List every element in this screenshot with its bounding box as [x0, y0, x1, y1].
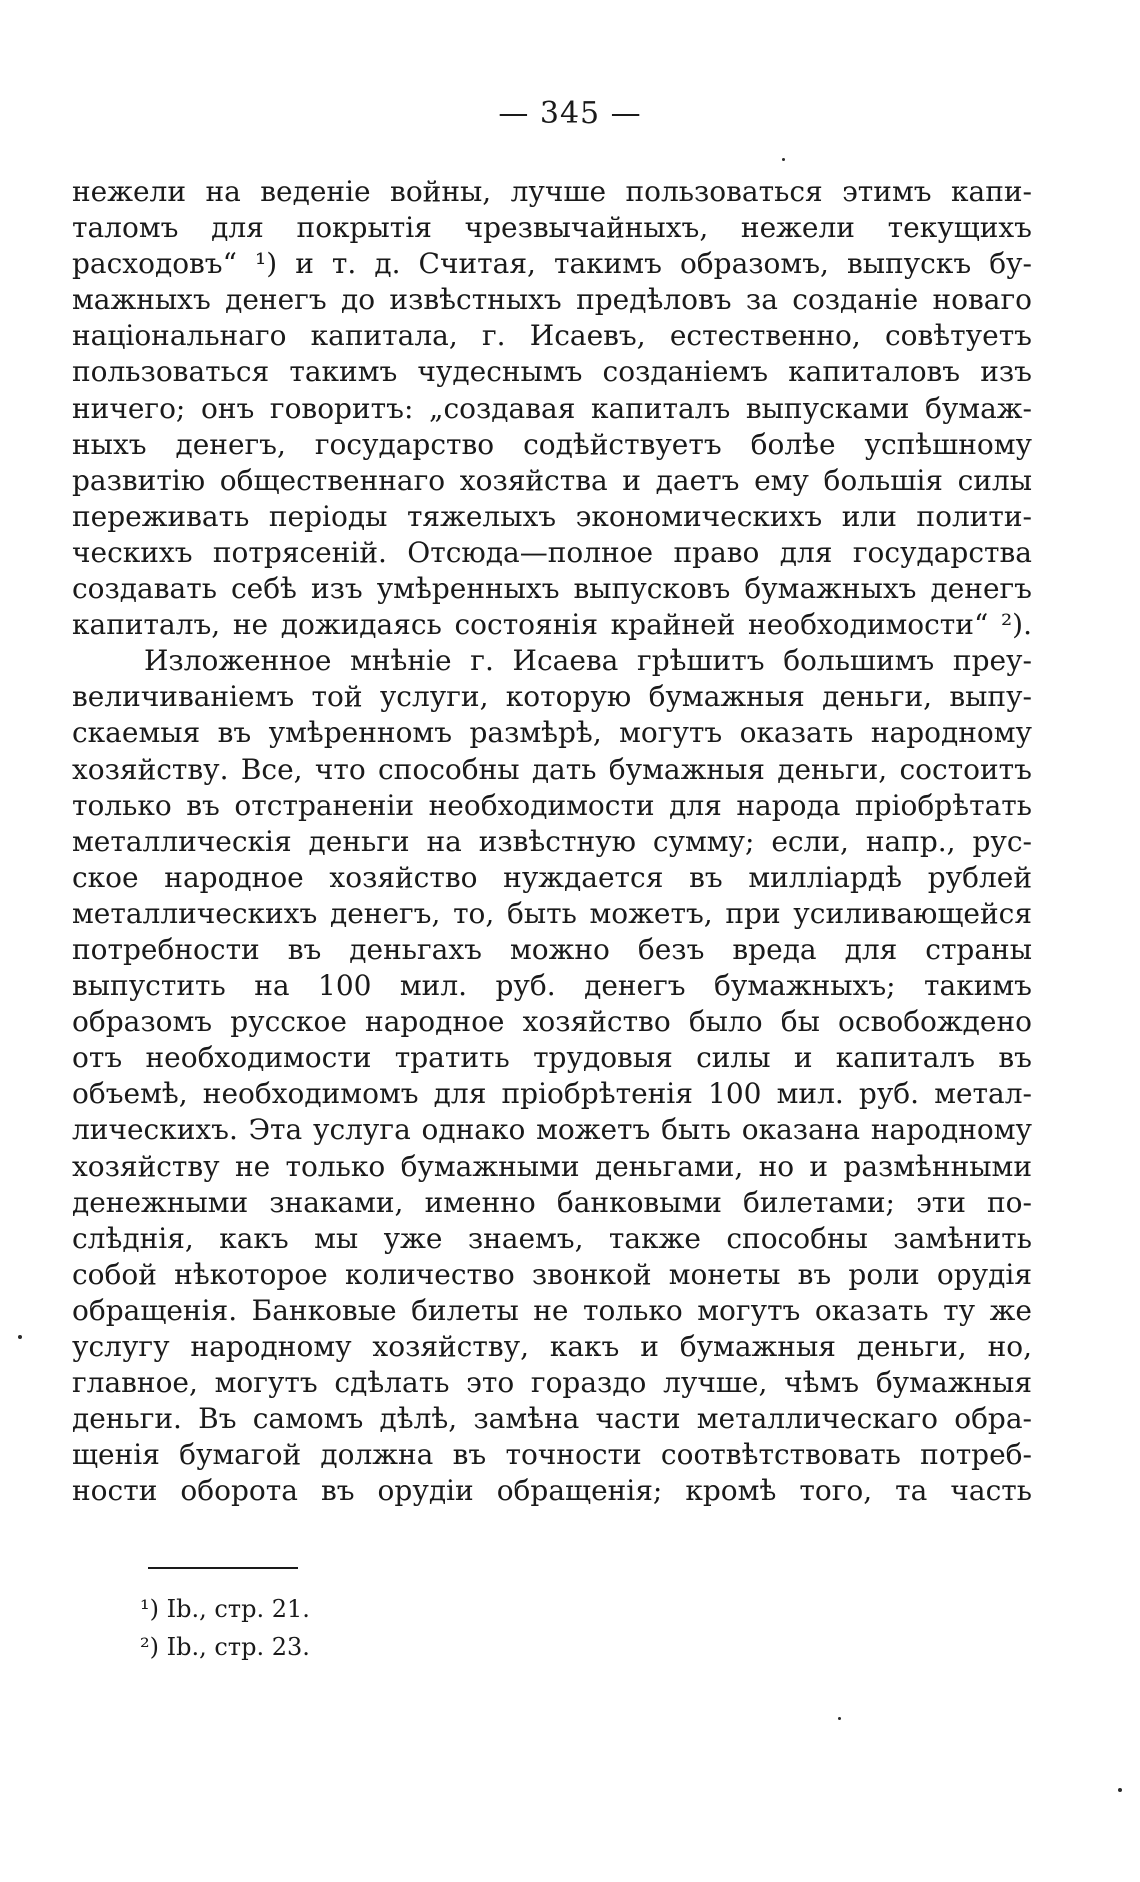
scan-speck — [838, 1717, 841, 1720]
text-line: слѣднія, какъ мы уже знаемъ, также способны замѣнить — [72, 1221, 1032, 1255]
text-line: скаемыя въ умѣренномъ размѣрѣ, могутъ оказать народному — [72, 716, 1032, 750]
text-line: обращенія. Банковые билеты не только могутъ оказать ту же — [72, 1293, 1032, 1327]
text-line: капиталъ, не дожидаясь состоянія крайней необходимости“ ²). — [72, 608, 1032, 642]
text-line: деньги. Въ самомъ дѣлѣ, замѣна части металлическаго обра- — [72, 1402, 1032, 1436]
text-line: ское народное хозяйство нуждается въ милліардѣ рублей — [72, 860, 1032, 894]
text-line: объемѣ, необходимомъ для пріобрѣтенія 100 мил. руб. метал- — [72, 1077, 1032, 1111]
text-line: услугу народному хозяйству, какъ и бумажныя деньги, но, — [72, 1330, 1032, 1363]
text-line: ныхъ денегъ, государство содѣйствуетъ болѣе успѣшному — [72, 427, 1032, 461]
footnote — [140, 1628, 310, 1666]
text-line: лическихъ. Эта услуга однако можетъ быть оказана народному — [72, 1113, 1032, 1147]
text-line: только въ отстраненіи необходимости для народа пріобрѣтать — [72, 788, 1032, 822]
text-line: переживать періоды тяжелыхъ экономическихъ или полити- — [72, 499, 1032, 533]
text-line: создавать себѣ изъ умѣренныхъ выпусковъ бумажныхъ денегъ — [72, 572, 1032, 606]
text-line: ческихъ потрясеній. Отсюда—полное право для государства — [72, 535, 1032, 569]
text-line: Изложенное мнѣніе г. Исаева грѣшитъ большимъ преу- — [144, 644, 1032, 678]
text-line: величиваніемъ той услуги, которую бумажныя деньги, выпу- — [72, 680, 1032, 714]
text-line: національнаго капитала, г. Исаевъ, естественно, совѣтуетъ — [72, 319, 1032, 353]
footnote-marker: ²) — [140, 1633, 159, 1661]
text-line: щенія бумагой должна въ точности соотвѣтствовать потреб- — [72, 1438, 1032, 1472]
text-line: денежными знаками, именно банковыми билетами; эти по- — [72, 1185, 1032, 1219]
footnote-text: Ib., стр. 23. — [166, 1633, 310, 1661]
footnotes — [140, 1590, 310, 1666]
scan-speck — [782, 158, 785, 161]
scan-speck — [18, 1335, 22, 1339]
page-number: — 345 — — [498, 96, 642, 131]
text-line: собой нѣкоторое количество звонкой монеты въ роли орудія — [72, 1257, 1032, 1291]
text-line: ности оборота въ орудіи обращенія; кромѣ того, та часть — [72, 1474, 1032, 1508]
text-line: развитію общественнаго хозяйства и даетъ ему большія силы — [72, 463, 1032, 497]
text-line: металлическихъ денегъ, то, быть можетъ, при усиливающейся — [72, 896, 1032, 930]
footnote-divider — [148, 1567, 298, 1569]
footnote-marker: ¹) — [140, 1595, 159, 1623]
text-line: металлическія деньги на извѣстную сумму; если, напр., рус- — [72, 824, 1032, 858]
text-line: нежели на веденіе войны, лучше пользоваться этимъ капи- — [72, 175, 1032, 208]
text-line: потребности въ деньгахъ можно безъ вреда для страны — [72, 932, 1032, 966]
text-line: хозяйству. Все, что способны дать бумажныя деньги, состоитъ — [72, 752, 1032, 786]
text-line: образомъ русское народное хозяйство было бы освобождено — [72, 1005, 1032, 1039]
text-line: хозяйству не только бумажными деньгами, но и размѣнными — [72, 1149, 1032, 1183]
body-text — [72, 174, 1032, 1509]
text-line: расходовъ“ ¹) и т. д. Считая, такимъ образомъ, выпускъ бу- — [72, 247, 1032, 281]
text-line: отъ необходимости тратить трудовыя силы и капиталъ въ — [72, 1041, 1032, 1075]
text-line: выпустить на 100 мил. руб. денегъ бумажныхъ; такимъ — [72, 969, 1032, 1003]
text-line: мажныхъ денегъ до извѣстныхъ предѣловъ за созданіе новаго — [72, 283, 1032, 317]
footnote — [140, 1590, 310, 1628]
footnote-text: Ib., стр. 21. — [166, 1595, 310, 1623]
scan-speck — [1118, 1788, 1122, 1792]
text-line: пользоваться такимъ чудеснымъ созданіемъ капиталовъ изъ — [72, 355, 1032, 389]
text-line: ничего; онъ говоритъ: „создавая капиталъ выпусками бумаж- — [72, 391, 1032, 425]
text-line: главное, могутъ сдѣлать это гораздо лучше, чѣмъ бумажныя — [72, 1366, 1032, 1400]
text-line: таломъ для покрытія чрезвычайныхъ, нежели текущихъ — [72, 211, 1032, 245]
